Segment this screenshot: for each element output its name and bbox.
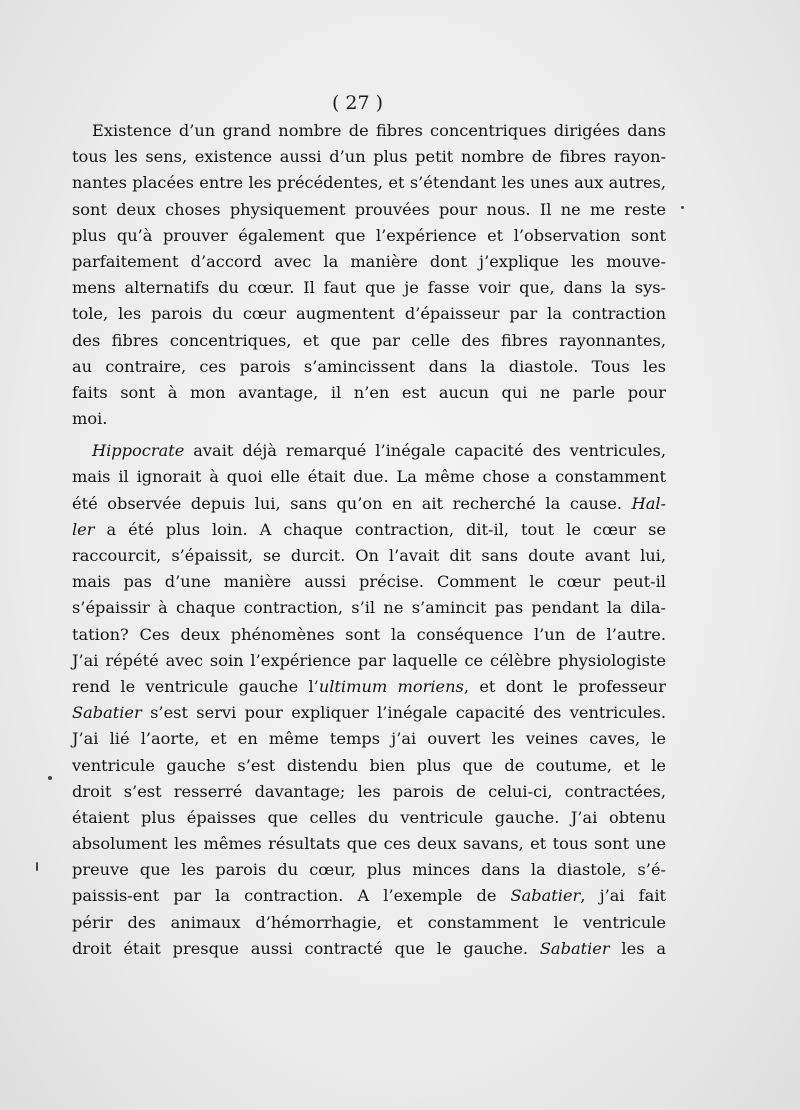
text-line: raccourcit, s’épaissit, se durcit. On l’avait dit sans doute avant lui, xyxy=(72,546,666,565)
text-line: J’ai répété avec soin l’expérience par laquelle ce célèbre physiologiste xyxy=(72,650,666,670)
paragraph-1 xyxy=(72,118,666,432)
text-line: tole, les parois du cœur augmentent d’épaisseur par la contraction xyxy=(72,304,666,324)
text-line: des fibres concentriques, et que par celle des fibres rayonnantes, xyxy=(72,330,666,350)
text-line: ventricule gauche s’est distendu bien plus que de coutume, et le xyxy=(72,755,666,775)
text-line: J’ai lié l’aorte, et en même temps j’ai ouvert les veines caves, le xyxy=(72,729,666,749)
text-line: absolument les mêmes résultats que ces deux savans, et tous sont une xyxy=(72,834,666,854)
text-line: étaient plus épaisses que celles du ventricule gauche. J’ai obtenu xyxy=(72,807,666,827)
page-number: ( 27 ) xyxy=(331,92,384,114)
text-line: Hippocrate avait déjà remarqué l’inégale capacité des ventricules, xyxy=(92,441,666,461)
margin-speck xyxy=(36,862,38,871)
text-line: droit était presque aussi contracté que le gauche. Sabatier les a xyxy=(72,938,666,958)
text-line: mais il ignorait à quoi elle était due. La même chose a constamment xyxy=(72,467,666,487)
text-line: faits sont à mon avantage, il n’en est aucun qui ne parle pour xyxy=(72,382,666,402)
text-line: mens alternatifs du cœur. Il faut que je fasse voir que, dans la sys- xyxy=(72,278,666,298)
text-line: au contraire, ces parois s’amincissent dans la diastole. Tous les xyxy=(72,356,666,376)
text-line: parfaitement d’accord avec la manière dont j’explique les mouve- xyxy=(72,251,666,271)
body-text xyxy=(72,118,666,962)
text-line: ler a été plus loin. A chaque contraction, dit-il, tout le cœur se xyxy=(72,519,666,539)
margin-speck xyxy=(681,206,684,209)
paragraph-2 xyxy=(72,438,666,962)
text-line: rend le ventricule gauche l’ultimum moriens, et dont le professeur xyxy=(72,676,666,696)
text-line: nantes placées entre les précédentes, et s’étendant les unes aux autres, xyxy=(72,173,666,193)
text-line: paissis-ent par la contraction. A l’exemple de Sabatier, j’ai fait xyxy=(72,886,666,906)
text-line: tous les sens, existence aussi d’un plus petit nombre de fibres rayon- xyxy=(72,147,666,167)
text-line: s’épaissir à chaque contraction, s’il ne s’amincit pas pendant la dila- xyxy=(72,598,666,618)
margin-speck xyxy=(48,776,52,780)
text-line: Existence d’un grand nombre de fibres concentriques dirigées dans xyxy=(92,121,666,140)
text-line: sont deux choses physiquement prouvées pour nous. Il ne me reste xyxy=(72,199,666,219)
text-line: moi. xyxy=(72,409,108,429)
text-line: plus qu’à prouver également que l’expérience et l’observation sont xyxy=(72,225,666,245)
text-line: Sabatier s’est servi pour expliquer l’inégale capacité des ventricules. xyxy=(72,703,666,723)
text-line: été observée depuis lui, sans qu’on en ait recherché la cause. Hal- xyxy=(72,493,666,513)
text-line: mais pas d’une manière aussi précise. Comment le cœur peut-il xyxy=(72,572,666,592)
text-line: preuve que les parois du cœur, plus minces dans la diastole, s’é- xyxy=(72,860,666,880)
text-line: tation? Ces deux phénomènes sont la conséquence l’un de l’autre. xyxy=(72,624,666,644)
text-line: périr des animaux d’hémorrhagie, et constamment le ventricule xyxy=(72,912,666,932)
text-line: droit s’est resserré davantage; les parois de celui-ci, contractées, xyxy=(72,781,666,801)
